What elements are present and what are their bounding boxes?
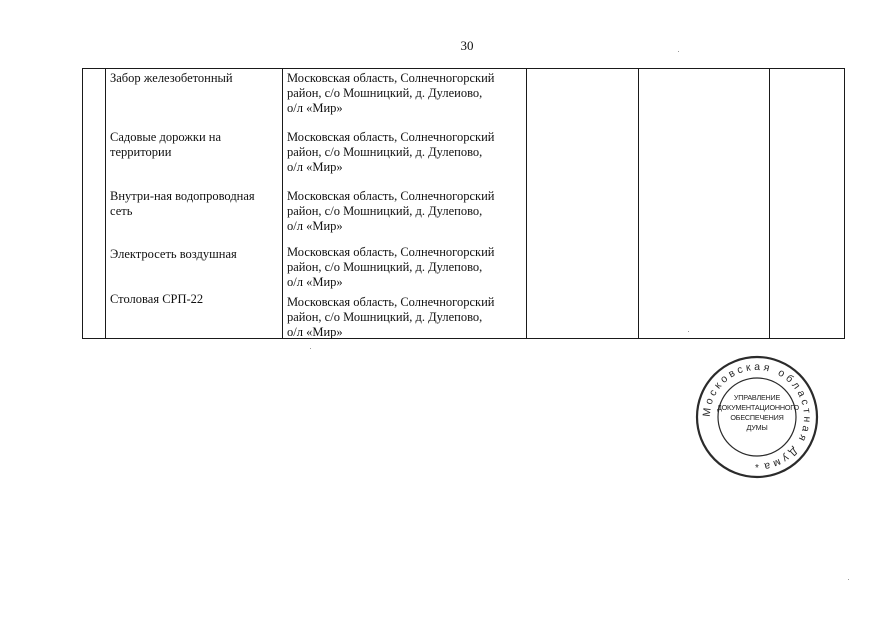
official-seal bbox=[695, 355, 819, 479]
table-column-divider bbox=[282, 69, 283, 338]
table-row-name: Столовая СРП-22 bbox=[110, 292, 204, 306]
table-row-address: Московская область, Солнечногорский район, с/о Мошницкий, д. Дулепово, о/л «Мир» bbox=[287, 295, 495, 339]
table-column-divider bbox=[526, 69, 527, 338]
table-row-name: Забор железобетонный bbox=[110, 71, 233, 85]
seal-star-icon: * bbox=[755, 463, 759, 474]
page-number: 30 bbox=[460, 38, 474, 53]
seal-center-text: УПРАВЛЕНИЕ ДОКУМЕНТАЦИОННОГО ОБЕСПЕЧЕНИЯ ДУМЫ bbox=[717, 393, 799, 432]
seal-ring-text: Московская областная Дума bbox=[700, 360, 814, 473]
scan-speck bbox=[688, 331, 689, 332]
table-row-name: Внутри-ная водопроводная сеть bbox=[110, 189, 255, 218]
scan-speck bbox=[310, 348, 311, 349]
table-row-address: Московская область, Солнечногорский район, с/о Мошницкий, д. Дулепово, о/л «Мир» bbox=[287, 189, 495, 233]
table-row-address: Московская область, Солнечногорский район, с/о Мошницкий, д. Дулепово, о/л «Мир» bbox=[287, 245, 495, 289]
table-column-divider bbox=[105, 69, 106, 338]
table-row-name: Электросеть воздушная bbox=[110, 247, 237, 261]
table-row-name: Садовые дорожки на территории bbox=[110, 130, 222, 159]
table-row-address: Московская область, Солнечногорский район, с/о Мошницкий, д. Дулепово, о/л «Мир» bbox=[287, 130, 495, 174]
table-column-divider bbox=[638, 69, 639, 338]
scan-speck bbox=[678, 51, 679, 52]
table-row-address: Московская область, Солнечногорский район, с/о Мошницкий, д. Дулеиово, о/л «Мир» bbox=[287, 71, 495, 115]
property-table bbox=[82, 68, 845, 339]
table-column-divider bbox=[769, 69, 770, 338]
scan-speck bbox=[848, 579, 849, 580]
